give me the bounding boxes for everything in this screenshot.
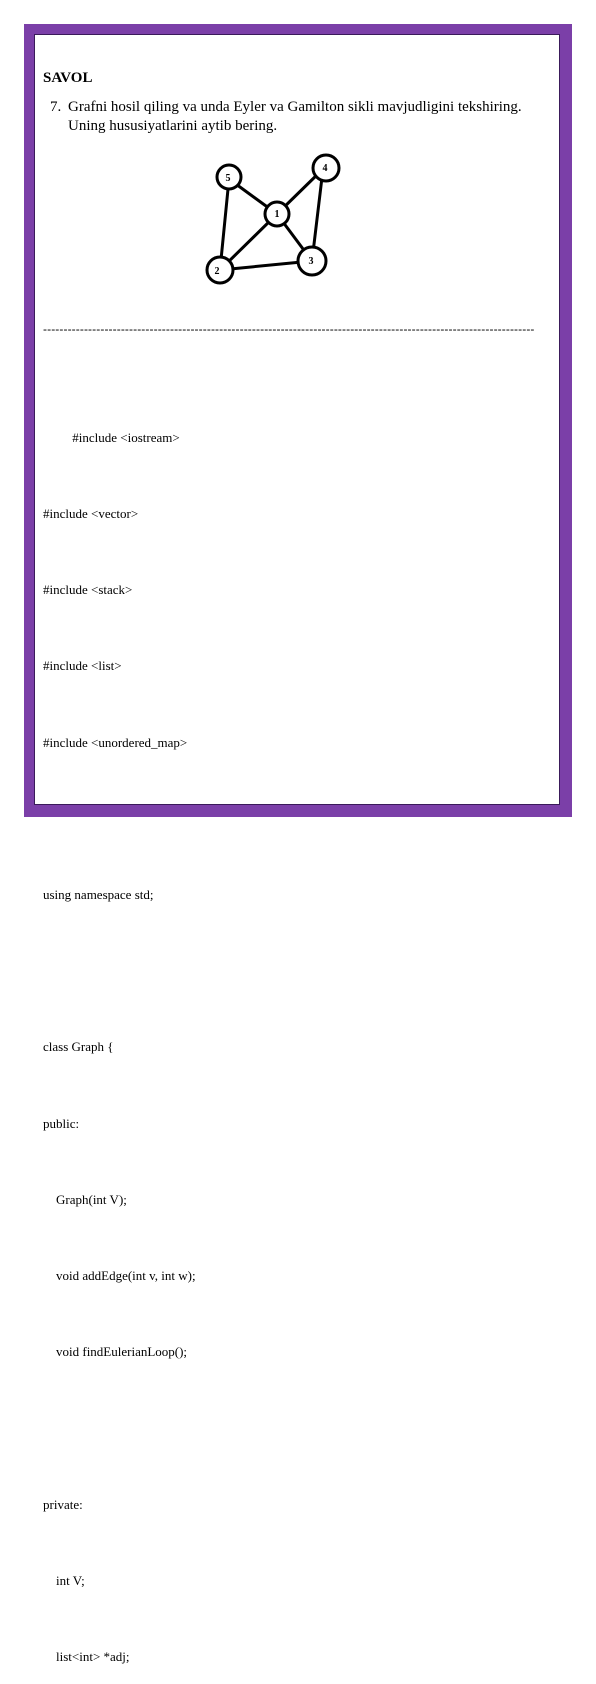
question-text: Grafni hosil qiling va unda Eyler va Gamilton sikli mavjudligini tekshiring. Uning hususiyatlarini aytib bering. xyxy=(68,99,522,134)
question-number: 7. xyxy=(50,99,62,115)
code-line: #include <list> xyxy=(43,658,122,674)
code-line: class Graph { xyxy=(43,1039,114,1055)
code-line xyxy=(43,958,196,983)
code-line: public: xyxy=(43,1115,80,1131)
graph-figure xyxy=(200,150,350,290)
code-line: void addEdge(int v, int w); xyxy=(43,1268,196,1284)
section-divider: ------------------------------------------------------------------------------------------------------------------------ xyxy=(43,322,535,336)
code-line: #include <vector> xyxy=(43,506,139,522)
code-line: #include <iostream> xyxy=(43,429,180,445)
code-line xyxy=(43,806,196,831)
node-label-4: 4 xyxy=(322,163,328,174)
code-line: #include <unordered_map> xyxy=(43,734,188,750)
code-block xyxy=(43,374,196,1684)
code-line: private: xyxy=(43,1496,83,1512)
node-label-3: 3 xyxy=(308,256,314,267)
code-line: void findEulerianLoop(); xyxy=(43,1344,188,1360)
code-line xyxy=(43,1415,196,1440)
node-label-2: 2 xyxy=(214,266,220,277)
node-2 xyxy=(207,257,233,283)
code-line: int V; xyxy=(43,1572,85,1588)
section-heading: SAVOL xyxy=(43,70,93,86)
code-line: list<int> *adj; xyxy=(43,1649,130,1665)
question-item xyxy=(50,98,555,136)
code-line: using namespace std; xyxy=(43,887,154,903)
code-line: #include <stack> xyxy=(43,582,133,598)
code-line: Graph(int V); xyxy=(43,1191,127,1207)
node-label-5: 5 xyxy=(225,173,231,184)
node-label-1: 1 xyxy=(274,209,280,220)
